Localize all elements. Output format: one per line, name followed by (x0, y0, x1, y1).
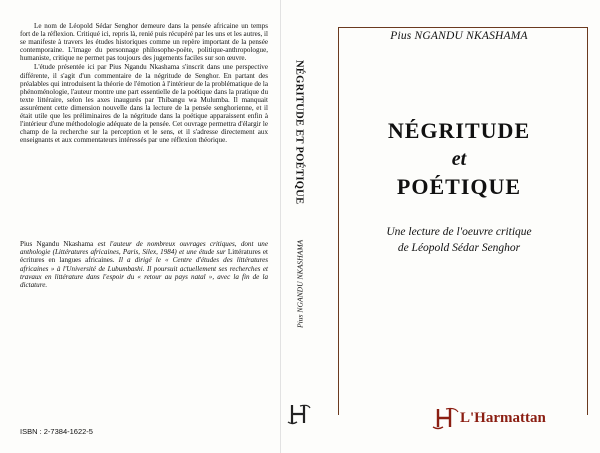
isbn: ISBN : 2-7384-1622-5 (20, 427, 93, 436)
front-title-conjunction: et (451, 148, 467, 170)
bio-author-name: Pius Ngandu Nkashama (20, 240, 94, 248)
back-cover-blurb (20, 22, 268, 145)
bio-text-2: (Littératures africaines, Paris, Silex, 1984) (52, 248, 177, 257)
blurb-paragraph-2: L'étude présentée ici par Pius Ngandu Nkashama s'inscrit dans une perspective différente, il s'agit d'un commentaire de la négritude de Senghor. En partant des préalables qui introduisent la théorie de l'émotion à l'intérieur de la problématique de la phénoménologie, l'auteur montre une part essentielle de la poétique dans la pratique du texte littéraire, selon les axes inaugurés par Thibangu wa Mulumba. Il manquait assurément cette dimension nouvelle dans la lecture de la pensée senghorienne, et il était utile que les préliminaires de la négritude dans la poétique apparaissent enfin à l'intérieur d'une méthodologie adéquate de la pensée. Cet ouvrage permettra d'élargir le champ de la recherche sur la perception et le sens, et il s'adresse directement aux enseignants et aux commentateurs intéressés par une réflexion théorique. (20, 63, 268, 145)
back-cover (0, 0, 281, 453)
spine (281, 0, 317, 453)
bio-text-5: Il a dirigé le « Centre d'études des littératures africaines » à l'Université de Lubumbashi. Il poursuit actuellement ses recherches et travaux en littérature dans l'espoir du « retour au pays natal », avec la fin de la dictature. (20, 256, 268, 290)
subtitle-line1: Une lecture de l'oeuvre critique (386, 226, 532, 238)
bio-text-1: est l'auteur de nombreux ouvrages critiques, dont une anthologie (20, 240, 269, 257)
spine-author: Pius NGANDU NKASHAMA (295, 240, 305, 329)
author-bio (20, 240, 268, 289)
front-author: Pius NGANDU NKASHAMA (390, 30, 528, 42)
publisher-name: L'Harmattan (460, 410, 546, 426)
subtitle-line2: de Léopold Sédar Senghor (397, 242, 521, 254)
bio-text-3: et une étude sur (176, 248, 228, 257)
publisher-mark (430, 404, 596, 432)
front-subtitle (318, 224, 600, 256)
spine-title: NÉGRITUDE ET POÉTIQUE (293, 60, 305, 205)
front-title-line1: NÉGRITUDE (387, 118, 531, 143)
front-title-line2: POÉTIQUE (396, 174, 522, 199)
bio-text-4: Littératures et écritures en langues africaines. (20, 248, 268, 265)
front-cover (318, 0, 600, 453)
blurb-paragraph-1: Le nom de Léopold Sédar Senghor demeure dans la pensée africaine un temps fort de la réflexion. Critiqué ici, repris là, renié puis récupéré par les uns et les autres, il se manifeste à travers les études historiques comme un repère important de la pensée contemporaine. L'image du personnage philosophe-poète, politique-anthropologue, humaniste, critique ne permet pas toujours des jugements faciles sur son œuvre. (20, 22, 268, 63)
harmattan-logo-icon (286, 402, 312, 426)
harmattan-logo-icon (430, 406, 460, 430)
cover-frame (338, 27, 588, 415)
